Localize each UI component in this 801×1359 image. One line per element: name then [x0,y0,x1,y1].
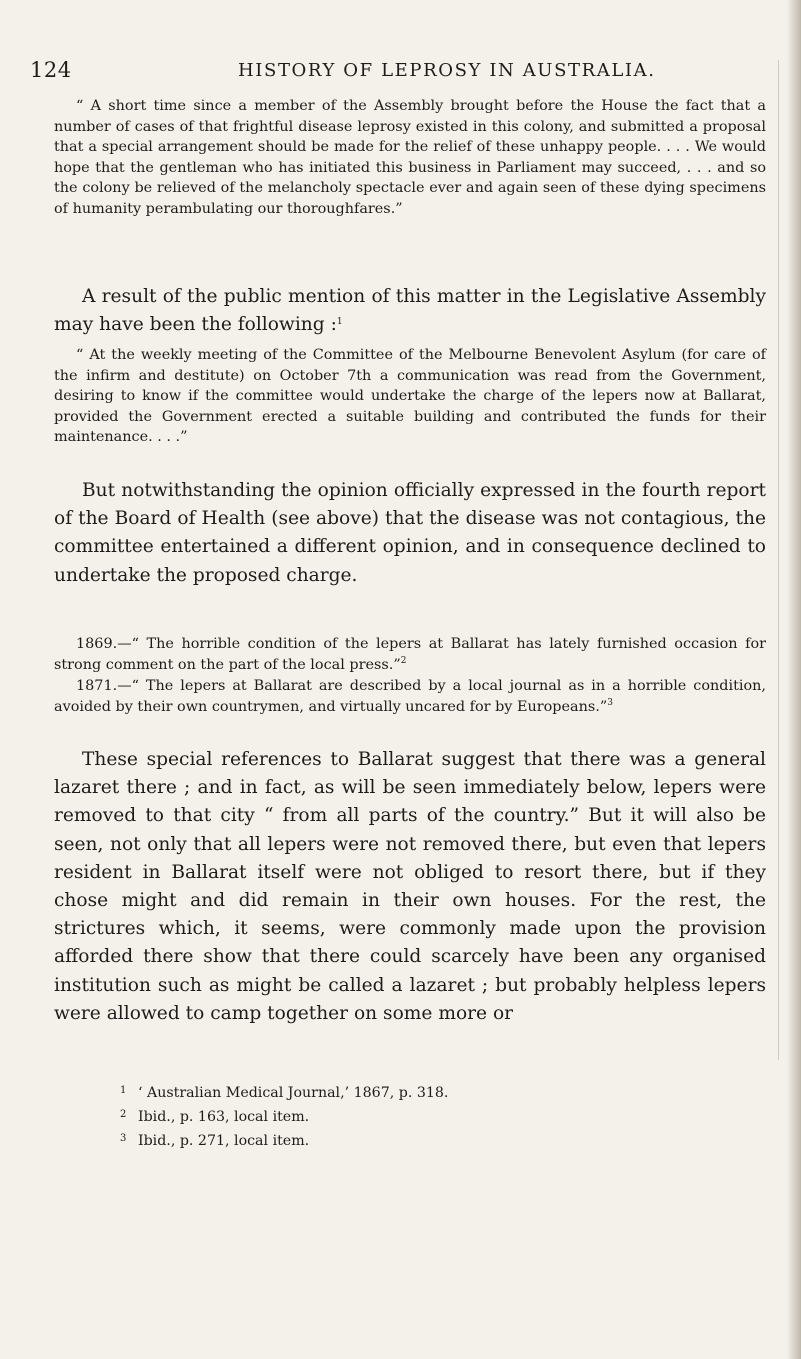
quote-1869 [54,634,766,675]
footnote-2 [120,1104,680,1128]
quote-1869-text: 1869.—“ The horrible condition of the lepers at Ballarat has lately furnished occasion for strong comment on the part of the local press.” [54,636,766,673]
page-number: 124 [30,58,72,82]
footnote-1 [120,1080,680,1104]
footnote-ref-1: 1 [336,317,343,328]
paragraph-result-text: A result of the public mention of this matter in the Legislative Assembly may have been the following : [54,286,766,336]
footnote-2-text: Ibid., p. 163, local item. [138,1109,310,1125]
paragraph-result [54,283,766,339]
footnote-ref-2: 2 [400,655,407,666]
quote-benevolent-asylum [54,345,766,448]
paragraph-special-references [54,746,766,1028]
paragraph-notwithstanding-text: But notwithstanding the opinion officially expressed in the fourth report of the Board of Health (see above) that the disease was not contagious, the committee entertained a different opinion, and in consequence declined to undertake the proposed charge. [54,480,766,586]
footnote-3-text: Ibid., p. 271, local item. [138,1133,310,1149]
paragraph-special-references-text: These special references to Ballarat suggest that there was a general lazaret there ; and in fact, as will be seen immediately below, lepers were removed to that city “ from all parts of the country.” But it will also be seen, not only that all lepers were not removed there, but even that lepers resident in Ballarat itself were not obliged to resort there, but if they chose might and did remain in their own houses. For the rest, the strictures which, it seems, were commonly made upon the provision afforded there show that there could scarcely have been any organised institution such as might be called a lazaret ; but probably helpless lepers were allowed to camp together on some more or [54,749,766,1024]
footnote-3 [120,1128,680,1152]
page-header [30,58,770,88]
page-gutter-line [778,60,779,1060]
footnote-ref-3: 3 [607,697,613,708]
quote-1871-text: 1871.—“ The lepers at Ballarat are described by a local journal as in a horrible condition, avoided by their own countrymen, and virtually uncared for by Europeans.” [54,678,766,715]
quote-assembly-text: “ A short time since a member of the Assembly brought before the House the fact that a number of cases of that frightful disease leprosy existed in this colony, and submitted a proposal that a special arrangement should be made for the relief of these unhappy people. . . . We would hope that the gentleman who has initiated this business in Parliament may succeed, . . . and so the colony be relieved of the melancholy spectacle ever and again seen of these dying specimens of humanity perambulating our thoroughfares.” [54,98,766,217]
paragraph-notwithstanding [54,477,766,590]
quote-assembly [54,96,766,220]
running-head: HISTORY OF LEPROSY IN AUSTRALIA. [238,60,656,81]
footnote-1-text: ‘ Australian Medical Journal,’ 1867, p. 318. [138,1085,449,1101]
footnote-3-mark: 3 [120,1133,127,1144]
footnote-2-mark: 2 [120,1109,127,1120]
footnote-1-mark: 1 [120,1085,127,1096]
quote-benevolent-asylum-text: “ At the weekly meeting of the Committee of the Melbourne Benevolent Asylum (for care of the infirm and destitute) on October 7th a communication was read from the Government, desiring to know if the committee would undertake the charge of the lepers now at Ballarat, provided the Government erected a suitable building and contributed the funds for their maintenance. . . .” [54,347,766,446]
page-edge [787,0,801,1359]
footnotes [120,1080,680,1152]
quote-1871 [54,676,766,717]
